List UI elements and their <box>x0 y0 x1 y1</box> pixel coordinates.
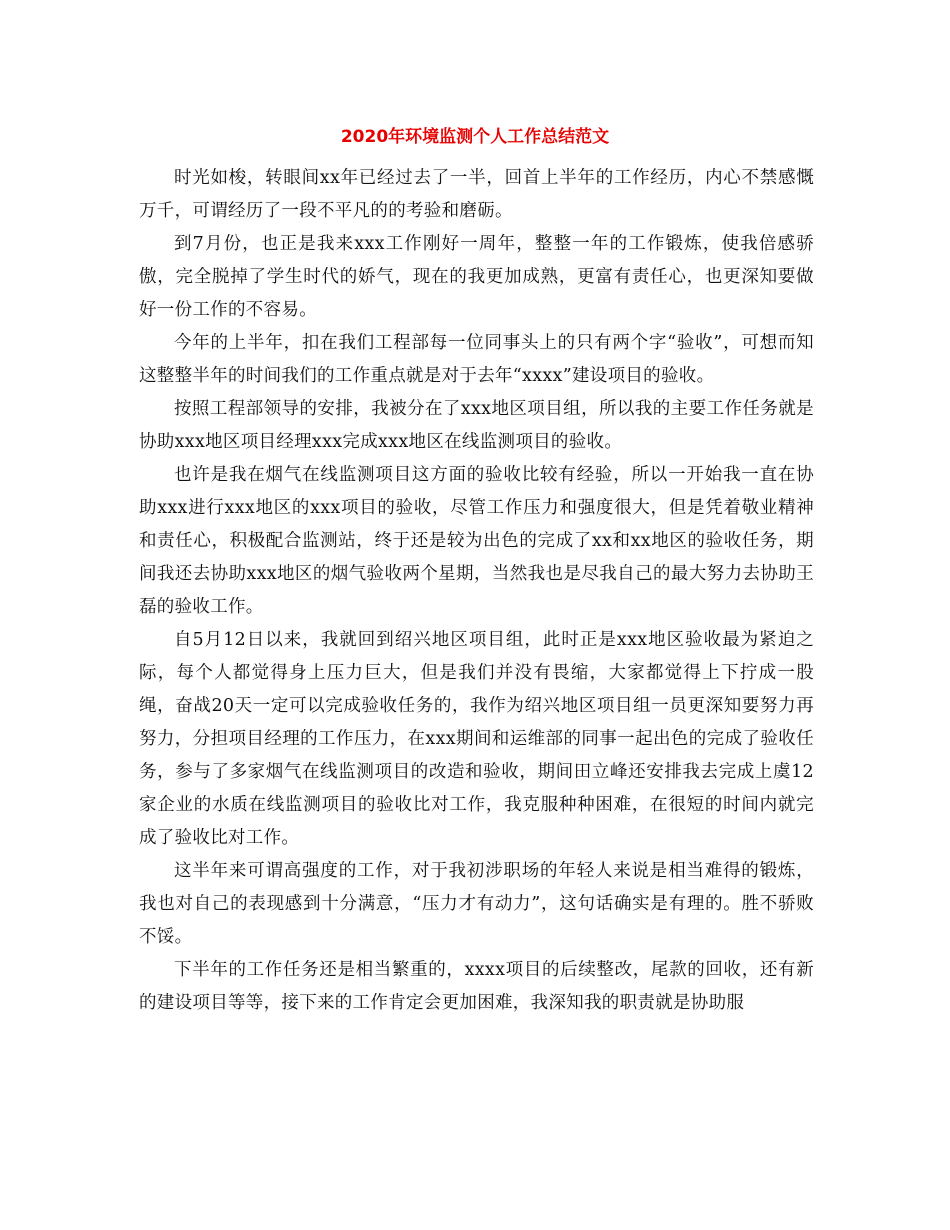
paragraph-4: 按照工程部领导的安排，我被分在了xxx地区项目组，所以我的主要工作任务就是协助xxx地区项目经理xxx完成xxx地区在线监测项目的验收。 <box>139 399 814 452</box>
paragraph-8: 下半年的工作任务还是相当繁重的，xxxx项目的后续整改，尾款的回收，还有新的建设项目等等，接下来的工作肯定会更加困难，我深知我的职责就是协助服 <box>139 960 814 1013</box>
paragraph-6: 自5月12日以来，我就回到绍兴地区项目组，此时正是xxx地区验收最为紧迫之际，每个人都觉得身上压力巨大，但是我们并没有畏缩，大家都觉得上下拧成一股绳，奋战20天一定可以完成验收任务的，我作为绍兴地区项目组一员更深知要努力再努力，分担项目经理的工作压力，在xxx期间和运维部的同事一起出色的完成了验收任务，参与了多家烟气在线监测项目的改造和验收，期间田立峰还安排我去完成上虞12家企业的水质在线监测项目的验收比对工作，我克服种种困难，在很短的时间内就完成了验收比对工作。 <box>139 630 814 848</box>
document-body <box>139 162 814 1020</box>
paragraph-7: 这半年来可谓高强度的工作，对于我初涉职场的年轻人来说是相当难得的锻炼，我也对自己的表现感到十分满意，“压力才有动力”，这句话确实是有理的。胜不骄败不馁。 <box>139 861 814 947</box>
paragraph-5: 也许是我在烟气在线监测项目这方面的验收比较有经验，所以一开始我一直在协助xxx进行xxx地区的xxx项目的验收，尽管工作压力和强度很大，但是凭着敬业精神和责任心，积极配合监测站，终于还是较为出色的完成了xx和xx地区的验收任务，期间我还去协助xxx地区的烟气验收两个星期，当然我也是尽我自己的最大努力去协助王磊的验收工作。 <box>139 465 814 617</box>
paragraph-2: 到7月份，也正是我来xxx工作刚好一周年，整整一年的工作锻炼，使我倍感骄傲，完全脱掉了学生时代的娇气，现在的我更加成熟，更富有责任心，也更深知要做好一份工作的不容易。 <box>139 234 814 320</box>
document-title: 2020年环境监测个人工作总结范文 <box>340 127 610 147</box>
paragraph-1: 时光如梭，转眼间xx年已经过去了一半，回首上半年的工作经历，内心不禁感慨万千，可谓经历了一段不平凡的的考验和磨砺。 <box>139 168 814 221</box>
paragraph-3: 今年的上半年，扣在我们工程部每一位同事头上的只有两个字“验收”，可想而知这整整半年的时间我们的工作重点就是对于去年“xxxx”建设项目的验收。 <box>139 333 814 386</box>
